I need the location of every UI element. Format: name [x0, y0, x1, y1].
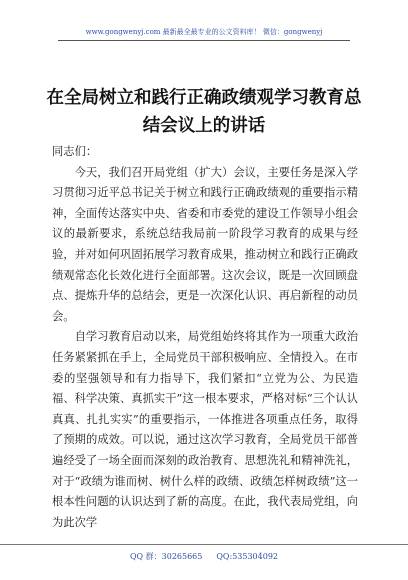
header-divider — [58, 40, 350, 41]
page-footer — [0, 551, 408, 563]
footer-qq-group: QQ 群：30265665 — [129, 552, 203, 561]
body-paragraph: 今天，我们召开局党组（扩大）会议，主要任务是深入学习贯彻习近平总书记关于树立和践行正确政绩观的重要指示精神，全面传达落实中央、省委和市委党的建设工作领导小组会议的最新要求，系统总结我局前一阶段学习教育的成果与经验，并对如何巩固拓展学习教育成果，推动树立和践行正确政绩观常态化长效化进行全面部署。这次会议，既是一次回顾盘点、提炼升华的总结会，更是一次深化认识、再启新程的动员会。 — [52, 165, 358, 323]
body-paragraph: 自学习教育启动以来，局党组始终将其作为一项重大政治任务紧紧抓在手上，全局党员干部积极响应、全情投入。在市委的坚强领导和有力指导下，我们紧扣“立党为公、为民造福、科学决策、真抓实干”这一根本要求，严格对标“三个认认真真、扎扎实实”的重要指示，一体推进各项重点任务，取得了预期的成效。可以说，通过这次学习教育，全局党员干部普遍经受了一场全面而深刻的政治教育、思想洗礼和精神洗礼，对于“政绩为谁而树、树什么样的政绩、政绩怎样树政绩”这一根本性问题的认识达到了新的高度。在此，我代表局党组，向为此次学 — [52, 330, 358, 529]
salutation: 同志们： — [52, 145, 98, 158]
footer-qq: QQ:535304092 — [216, 552, 278, 561]
footer-divider — [0, 544, 408, 545]
document-title: 在全局树立和践行正确政绩观学习教育总结会议上的讲话 — [46, 88, 362, 136]
page-header-text: www.gongwenyj.com 最新最全最专业的公文资料库！ 微信：gongwenyj — [85, 28, 323, 36]
document-body — [52, 142, 358, 533]
